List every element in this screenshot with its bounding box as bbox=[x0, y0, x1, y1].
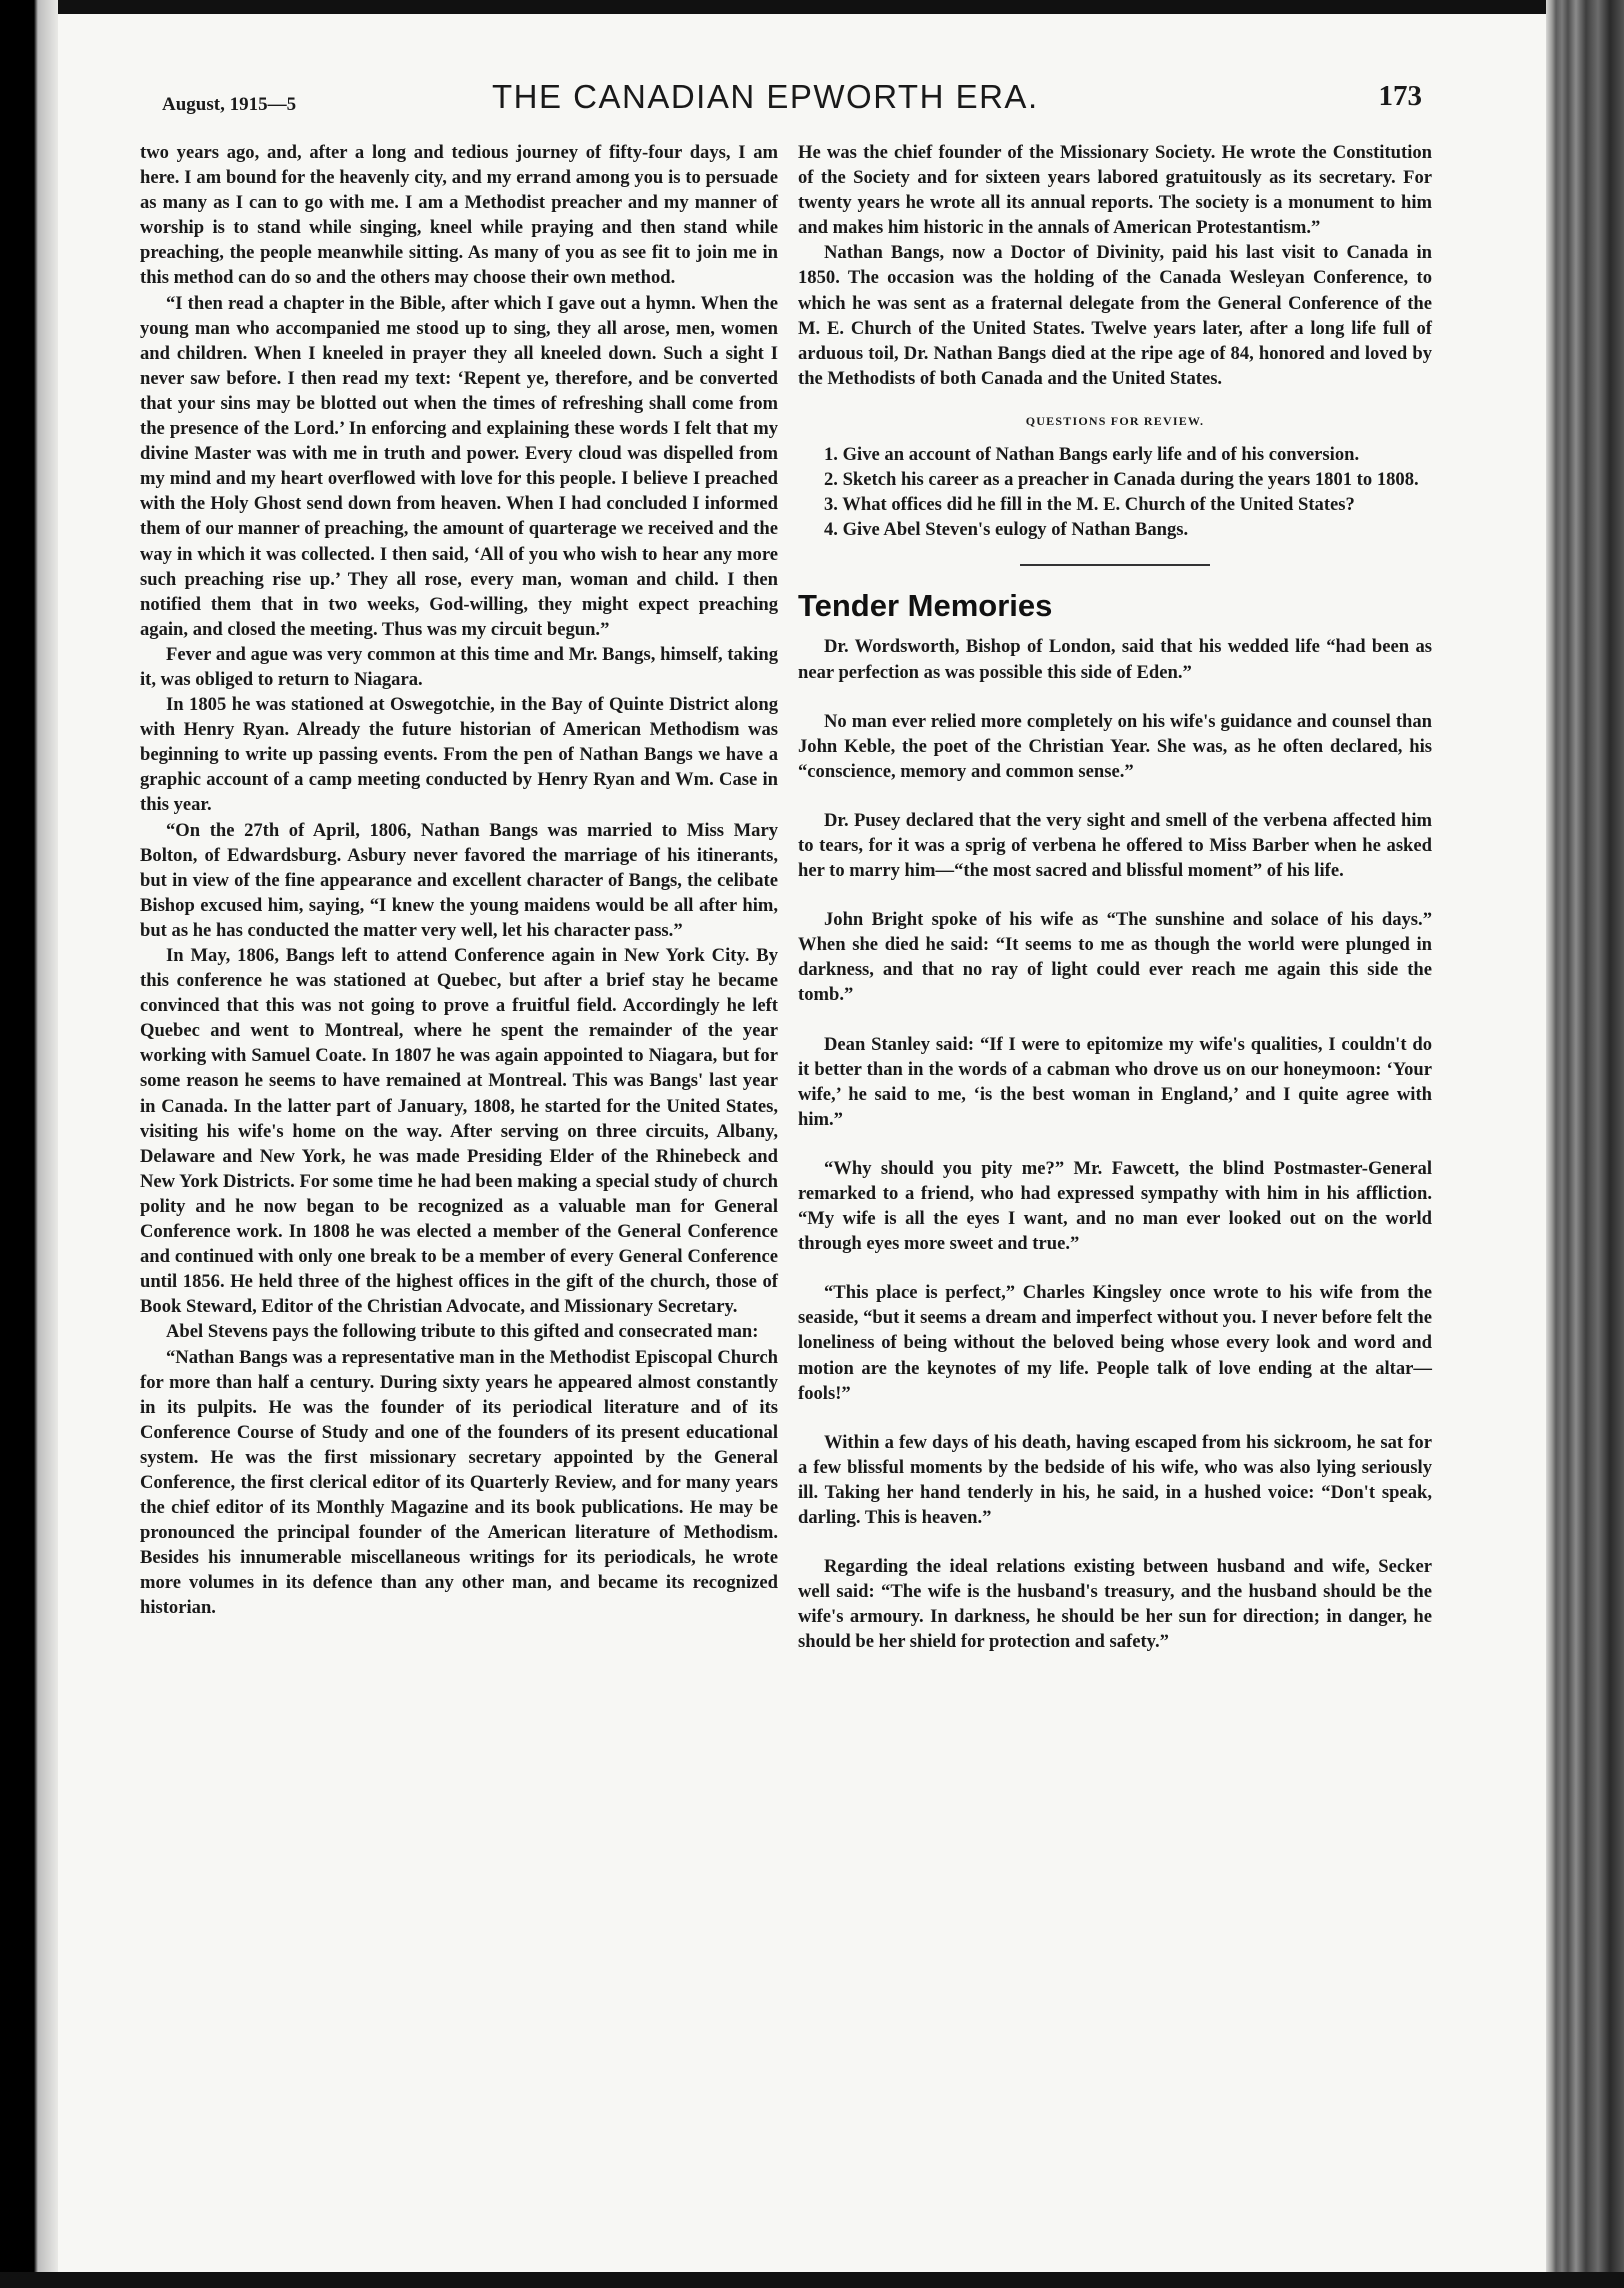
left-column bbox=[140, 140, 778, 1621]
scan-border-top bbox=[0, 0, 1624, 14]
paragraph: “On the 27th of April, 1806, Nathan Bangs was married to Miss Mary Bolton, of Edwardsburg. Asbury never favored the marriage of his itinerants, but in view of the fine appearance and excellent character of Bangs, the celibate Bishop excused him, saying, “I knew the young maidens would be all after him, but as he has conducted the matter very well, let his character pass.” bbox=[140, 819, 778, 941]
page-number: 173 bbox=[1378, 80, 1422, 112]
memory-paragraph: “Why should you pity me?” Mr. Fawcett, the blind Postmaster-General remarked to a friend, who had expressed sympathy with him in his affliction. “My wife is all the eyes I want, and no man ever looked out on the world through eyes more sweet and true.” bbox=[798, 1157, 1432, 1255]
paragraph: Fever and ague was very common at this time and Mr. Bangs, himself, taking it, was obliged to return to Niagara. bbox=[140, 643, 778, 690]
questions-list bbox=[798, 442, 1432, 542]
question-item: 3. What offices did he fill in the M. E. Church of the United States? bbox=[824, 494, 1355, 516]
question-item: 1. Give an account of Nathan Bangs early life and of his conversion. bbox=[824, 444, 1360, 466]
memory-paragraph: Dr. Pusey declared that the very sight and smell of the verbena affected him to tears, for it was a sprig of verbena he offered to Miss Barber when he asked her to marry him—“the most sacred and blissful moment” of his life. bbox=[798, 809, 1432, 882]
memory-paragraph: Dr. Wordsworth, Bishop of London, said that his wedded life “had been as near perfection as was possible this side of Eden.” bbox=[798, 636, 1432, 683]
memory-paragraph: Within a few days of his death, having escaped from his sickroom, he sat for a few blissful moments by the bedside of his wife, who was also lying seriously ill. Taking her hand tenderly in his, he said, in a hushed voice: “Don't speak, darling. This is heaven.” bbox=[798, 1431, 1432, 1529]
paragraph: “I then read a chapter in the Bible, after which I gave out a hymn. When the young man who accompanied me stood up to sing, they all arose, men, women and children. When I kneeled in prayer they all kneeled down. Such a sight I never saw before. I then read my text: ‘Repent ye, therefore, and be converted that your sins may be blotted out when the times of refreshing shall come from the presence of the Lord.’ In enforcing and explaining these words I felt that my divine Master was with me in truth and power. Every cloud was dispelled from my mind and my heart overflowed with love for this people. I believe I preached with the Holy Ghost send down from heaven. When I had concluded I informed them of our manner of preaching, the amount of quarterage we received and the way in which it was collected. I then said, ‘All of you who wish to hear any more such preaching rise up.’ They all rose, every man, woman and child. I then notified them that in two weeks, God-willing, they might expect preaching again, and closed the meeting. Thus was my circuit begun.” bbox=[140, 292, 778, 640]
paragraph: In May, 1806, Bangs left to attend Conference again in New York City. By this conference he was stationed at Quebec, but after a brief stay he became convinced that this was not going to prove a fruitful field. Accordingly he left Quebec and went to Montreal, where he spent the remainder of the year working with Samuel Coate. In 1807 he was again appointed to Niagara, but for some reason he seems to have remained at Montreal. This was Bangs' last year in Canada. In the latter part of January, 1808, he started for the United States, visiting his wife's home on the way. After serving on three circuits, Albany, Delaware and New York, he was made Presiding Elder of the Rhinebeck and New York Districts. For some time he had been making a special study of church polity and he now began to be recognized as a valuable man for General Conference work. In 1808 he was elected a member of the General Conference and continued with only one break to be a member of every General Conference until 1856. He held three of the highest offices in the gift of the church, those of Book Steward, Editor of the Christian Advocate, and Missionary Secretary. bbox=[140, 945, 778, 1318]
paragraph: In 1805 he was stationed at Oswegotchie, in the Bay of Quinte District along with Henry Ryan. Already the future historian of American Methodism was beginning to write up passing events. From the pen of Nathan Bangs we have a graphic account of a camp meeting conducted by Henry Ryan and Wm. Case in this year. bbox=[140, 694, 778, 816]
issue-date: August, 1915—5 bbox=[162, 94, 297, 115]
memory-paragraph: John Bright spoke of his wife as “The sunshine and solace of his days.” When she died he said: “It seems to me as though the world were plunged in darkness, and that no ray of light could ever reach me again this side the tomb.” bbox=[798, 909, 1432, 1006]
section-title: Tender Memories bbox=[798, 588, 1053, 624]
memory-paragraph: Dean Stanley said: “If I were to epitomize my wife's qualities, I couldn't do it better than in the words of a cabman who drove us on our honeymoon: ‘Your wife,’ he said to me, ‘is the best woman in England,’ and I quite agree with him.” bbox=[798, 1033, 1432, 1130]
right-column bbox=[798, 140, 1432, 1655]
scan-border-left bbox=[0, 0, 58, 2288]
publication-title: THE CANADIAN EPWORTH ERA. bbox=[492, 78, 1039, 115]
scan-border-bottom bbox=[0, 2272, 1624, 2288]
paragraph: two years ago, and, after a long and tedious journey of fifty-four days, I am here. I am bound for the heavenly city, and my errand among you is to persuade as many as I can to go with me. I am a Methodist preacher and my manner of worship is to stand while singing, kneel while praying and then stand while preaching, the people meanwhile sitting. As many of you as see fit to join me in this method can do so and the others may choose their own method. bbox=[140, 142, 778, 289]
section-divider bbox=[1020, 564, 1210, 566]
question-item: 4. Give Abel Steven's eulogy of Nathan Bangs. bbox=[824, 519, 1189, 541]
paragraph: Abel Stevens pays the following tribute to this gifted and consecrated man: bbox=[166, 1321, 759, 1343]
paragraph: Nathan Bangs, now a Doctor of Divinity, paid his last visit to Canada in 1850. The occasion was the holding of the Canada Wesleyan Conference, to which he was sent as a fraternal delegate from the General Conference of the M. E. Church of the United States. Twelve years later, after a long life full of arduous toil, Dr. Nathan Bangs died at the ripe age of 84, honored and loved by the Methodists of both Canada and the United States. bbox=[798, 242, 1432, 389]
book-spine bbox=[1546, 0, 1624, 2288]
memory-paragraph: Regarding the ideal relations existing between husband and wife, Secker well said: “The wife is the husband's treasury, and the husband should be the wife's armoury. In darkness, he should be her sun for direction; in danger, he should be her shield for protection and safety.” bbox=[798, 1556, 1432, 1653]
questions-heading: QUESTIONS FOR REVIEW. bbox=[1025, 413, 1205, 428]
paragraph: “Nathan Bangs was a representative man in the Methodist Episcopal Church for more than half a century. During sixty years he appeared almost constantly in its pulpits. He was the founder of its periodical literature and of its Conference Course of Study and one of the founders of its present educational system. He was the first missionary secretary appointed by the General Conference, the first clerical editor of its Quarterly Review, and for many years the chief editor of its Monthly Magazine and its book publications. He may be pronounced the principal founder of the American literature of Methodism. Besides his innumerable miscellaneous writings for its periodicals, he wrote more volumes in its defence than any other man, and became its recognized historian. bbox=[140, 1346, 778, 1619]
running-header bbox=[162, 78, 1422, 128]
memory-paragraph: “This place is perfect,” Charles Kingsley once wrote to his wife from the seaside, “but it seems a dream and imperfect without you. I never before felt the loneliness of being without the beloved being whose every look and word and motion are the keynotes of my life. People talk of love ending at the altar—fools!” bbox=[798, 1282, 1432, 1404]
paragraph: He was the chief founder of the Missionary Society. He wrote the Constitution of the Society and for sixteen years labored gratuitously as its secretary. For twenty years he wrote all its annual reports. The society is a monument to him and makes him historic in the annals of American Protestantism.” bbox=[798, 142, 1432, 239]
question-item: 2. Sketch his career as a preacher in Canada during the years 1801 to 1808. bbox=[824, 469, 1419, 491]
memory-paragraph: No man ever relied more completely on his wife's guidance and counsel than John Keble, the poet of the Christian Year. She was, as he often declared, his “conscience, memory and common sense.” bbox=[798, 710, 1432, 782]
